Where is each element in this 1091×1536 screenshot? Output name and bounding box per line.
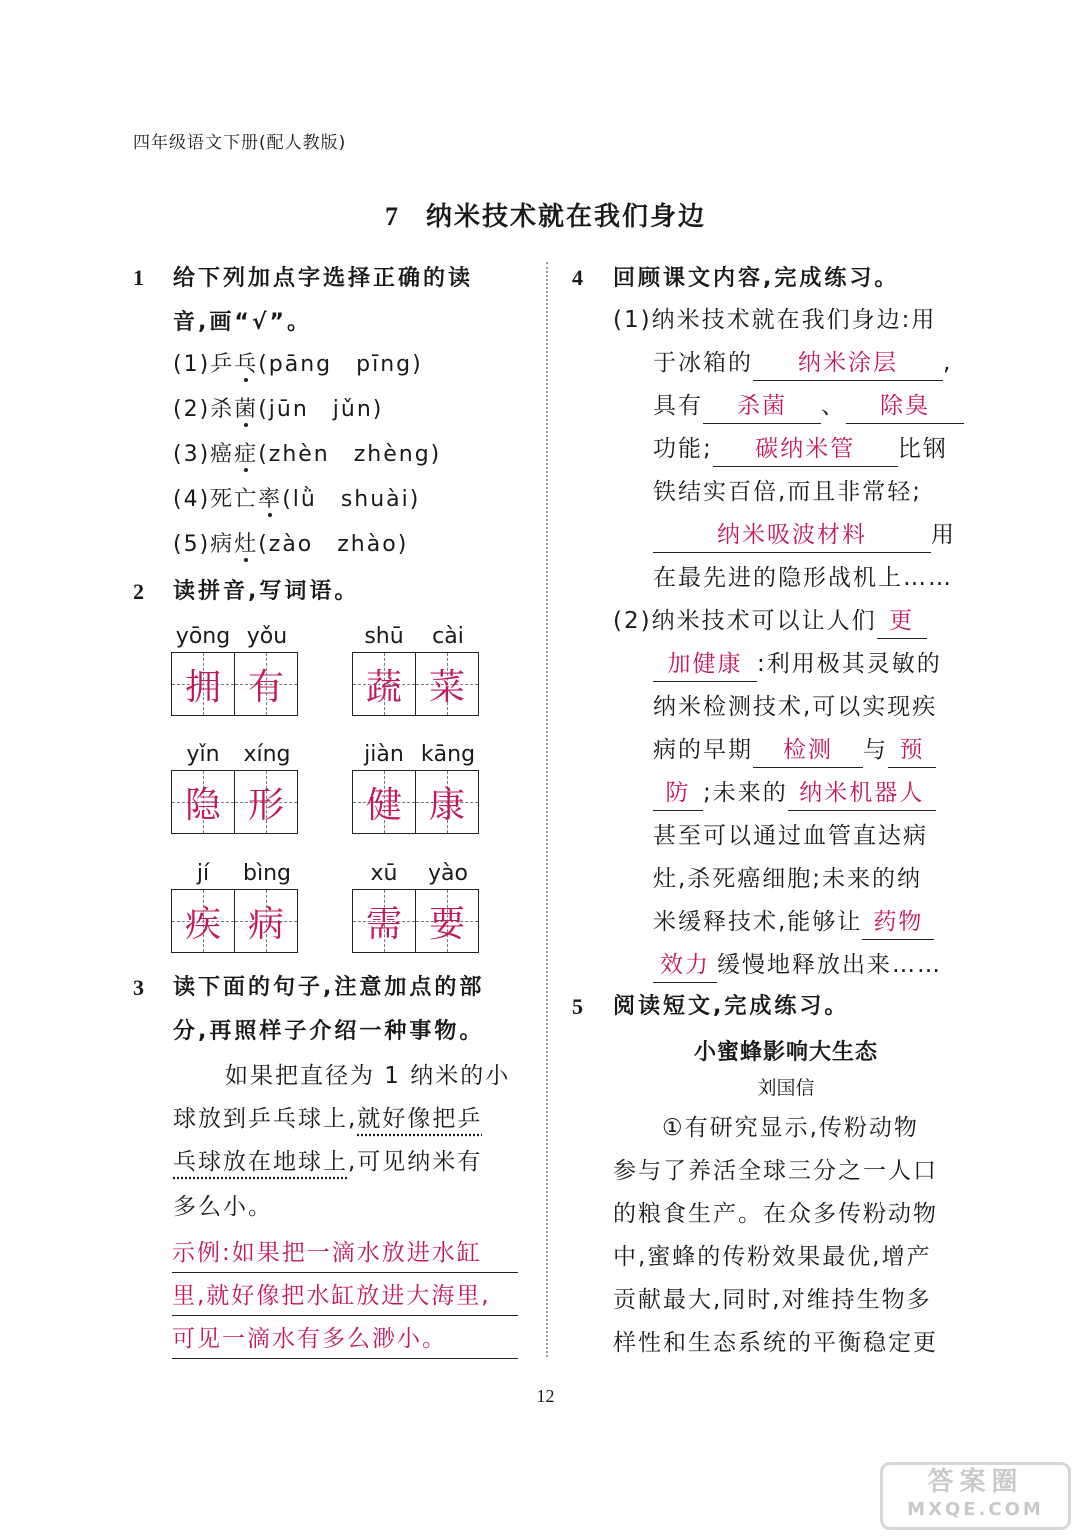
q3-answer-line2: 里,就好像把水缸放进大海里, [172,1277,518,1316]
answer-blank: 纳米机器人 [788,776,936,811]
q2-instruction: 读拼音,写词语。 [173,579,360,604]
watermark-logo [880,1462,1071,1530]
pinyin: yōng [175,624,231,649]
answer-char: 需 [365,903,402,945]
pinyin: jiàn [364,742,404,767]
answer-char: 病 [247,903,284,945]
q4-p1-line5: 铁结实百倍,而且非常轻; [653,479,923,505]
pinyin: xū [370,861,398,886]
char-box [415,889,479,953]
char-box [171,652,235,716]
answer-blank: 预 [888,733,936,768]
word-grid-6 [352,861,482,955]
answer-blank: 纳米吸波材料 [653,518,931,553]
q4-p1-line7: 在最先进的隐形战机上…… [653,565,953,591]
q4-p2-line9: 效力 缓慢地释放出来…… [653,944,942,987]
q2-number: 2 [133,579,144,604]
pinyin: yǒu [246,624,288,649]
lesson-title [0,196,1091,233]
char-box [234,889,298,953]
word-grid-4 [352,742,482,836]
passage-author: 刘国信 [757,1077,815,1099]
page-number: 12 [536,1386,555,1406]
q3-sentence-line2: 球放到乒乓球上,就好像把乒 [173,1106,483,1132]
q1-item-1: (1)乒乓(pāng pīng) [173,352,423,377]
q4-p2-line4: 病的早期 检测 与 预 [653,729,936,772]
book-header: 四年级语文下册(配人教版) [133,133,347,153]
answer-char: 蔬 [365,666,402,708]
passage-line: 样性和生态系统的平衡稳定更 [613,1330,938,1356]
dotted-char: 乓 [234,352,259,377]
pinyin: kāng [420,742,476,767]
answer-char: 健 [365,784,402,826]
char-box [352,652,416,716]
dotted-char: 灶 [234,532,259,557]
answer-blank: 加健康 [653,647,757,682]
q1-instruction-line2: 音,画“√”。 [173,310,312,335]
q4-p2-line6: 甚至可以通过血管直达病 [653,823,928,849]
char-box [171,770,235,834]
pinyin: jí [196,861,210,886]
watermark-bottom: MXQE.COM [907,1499,1044,1520]
char-box [352,770,416,834]
pinyin: shū [364,624,404,649]
answer-blank: 药物 [862,905,934,940]
word-grid-1 [171,624,301,718]
pinyin: yào [428,861,468,886]
q5-instruction: 阅读短文,完成练习。 [613,994,850,1019]
q3-sentence-line1: 如果把直径为 1 纳米的小 [225,1063,511,1089]
answer-char: 有 [247,666,284,708]
q3-instruction-line1: 读下面的句子,注意加点的部 [173,975,485,1000]
passage-line: 参与了养活全球三分之一人口 [613,1158,938,1184]
q1-item-2: (2)杀菌(jūn jǔn) [173,397,384,422]
q3-answer-line3: 可见一滴水有多么渺小。 [172,1320,518,1359]
dotted-phrase: 就好像把乒 [357,1106,483,1132]
char-box [352,889,416,953]
q3-instruction-line2: 分,再照样子介绍一种事物。 [173,1019,485,1044]
answer-blank: 防 [653,776,703,811]
passage-line: 的粮食生产。在众多传粉动物 [613,1201,938,1227]
answer-blank: 杀菌 [703,389,821,424]
dotted-char: 症 [234,442,259,467]
q4-p1-line6: 纳米吸波材料 用 [653,514,956,557]
char-box [415,652,479,716]
answer-char: 菜 [428,666,465,708]
q4-p2-line1: (2)纳米技术可以让人们 更 [613,600,927,643]
q4-p2-line8: 米缓释技术,能够让 药物 [653,901,934,944]
answer-blank: 检测 [753,733,863,768]
answer-blank: 纳米涂层 [753,346,943,381]
passage-line: 贡献最大,同时,对维持生物多 [613,1287,932,1313]
q4-p1-line4: 功能; 碳纳米管 比钢 [653,428,948,471]
answer-char: 形 [247,784,284,826]
char-box [415,770,479,834]
answer-blank: 效力 [653,948,717,983]
char-box [234,770,298,834]
q4-p2-line7: 灶,杀死癌细胞;未来的纳 [653,866,923,892]
q3-sentence-line3: 乓球放在地球上,可见纳米有 [173,1149,483,1175]
pinyin: xíng [243,742,291,767]
passage-line: ①有研究显示,传粉动物 [662,1115,919,1141]
q1-item-3: (3)癌症(zhèn zhèng) [173,442,442,467]
answer-blank: 除臭 [846,389,964,424]
q3-number: 3 [133,975,144,1000]
q3-sentence-line4: 多么小。 [173,1194,273,1220]
q4-p2-line3: 纳米检测技术,可以实现疾 [653,694,938,720]
lesson-number: 7 [384,202,400,231]
answer-char: 康 [428,784,465,826]
pinyin: cài [432,624,464,649]
watermark-top: 答案圈 [927,1467,1024,1497]
dotted-char: 菌 [234,397,259,422]
answer-blank: 碳纳米管 [713,432,898,467]
q1-item-4: (4)死亡率(lǜ shuài) [173,487,421,512]
char-box [171,889,235,953]
q3-answer-line1: 示例:如果把一滴水放进水缸 [172,1234,518,1273]
answer-char: 隐 [184,784,221,826]
q4-instruction: 回顾课文内容,完成练习。 [613,266,900,291]
q1-instruction-line1: 给下列加点字选择正确的读 [173,266,474,291]
pinyin: yǐn [186,742,220,767]
pinyin: bìng [243,861,291,886]
dotted-phrase: 乓球放在地球上 [173,1149,348,1175]
word-grid-3 [171,742,301,836]
q4-p1-line3: 具有 杀菌 、 除臭 [653,385,964,428]
passage-title: 小蜜蜂影响大生态 [693,1040,878,1065]
passage-line: 中,蜜蜂的传粉效果最优,增产 [613,1244,932,1270]
char-box [234,652,298,716]
lesson-title-text: 纳米技术就在我们身边 [425,202,706,232]
word-grid-5 [171,861,301,955]
q4-p2-line5: 防 ;未来的 纳米机器人 [653,772,936,815]
answer-blank: 更 [877,604,927,639]
q1-item-5: (5)病灶(zào zhào) [173,532,409,557]
q4-p2-line2: 加健康 :利用极其灵敏的 [653,643,942,686]
q4-number: 4 [572,265,583,290]
q5-number: 5 [572,994,583,1019]
q4-p1-line2: 于冰箱的 纳米涂层 , [653,342,952,385]
word-grid-2 [352,624,482,718]
dotted-char: 率 [258,487,283,512]
column-divider [546,262,548,1357]
q1-number: 1 [133,265,144,290]
answer-char: 疾 [184,903,221,945]
answer-char: 要 [428,903,465,945]
q4-p1-line1: (1)纳米技术就在我们身边:用 [613,307,937,333]
answer-char: 拥 [184,666,221,708]
